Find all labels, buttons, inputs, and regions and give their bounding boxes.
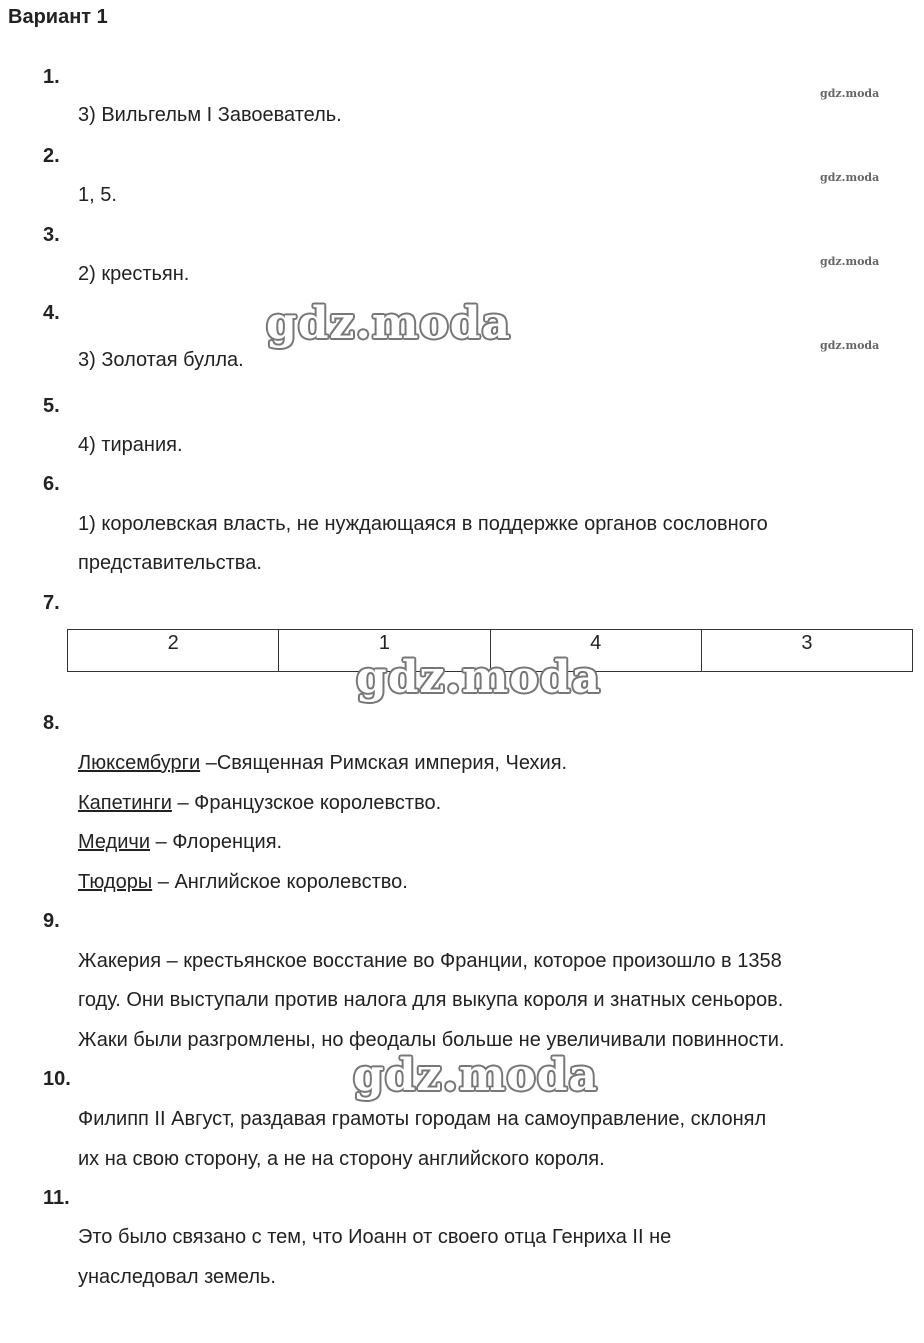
- question-number: 1.: [43, 66, 60, 88]
- question-number: 2.: [43, 145, 60, 167]
- question-number: 3.: [43, 224, 60, 246]
- answer-text: представительства.: [78, 552, 262, 574]
- answer-text: 3) Золотая булла.: [78, 349, 244, 371]
- list-item: [78, 792, 441, 815]
- watermark: gdz.moda: [820, 339, 880, 352]
- dynasty-country: – Французское королевство.: [171, 792, 442, 814]
- list-item: [78, 831, 282, 854]
- watermark: gdz.moda: [820, 255, 880, 268]
- dynasty-name: Капетинги: [78, 792, 172, 814]
- list-item: [78, 752, 567, 775]
- answer-text: унаследовал земель.: [78, 1266, 276, 1288]
- watermark-large: gdz.moda: [356, 652, 602, 703]
- dynasty-name: Люксембурги: [78, 752, 201, 774]
- question-number: 9.: [43, 910, 60, 932]
- answer-text: году. Они выступали против налога для выкупа короля и знатных сеньоров.: [78, 989, 784, 1011]
- watermark-large: gdz.moda: [266, 298, 512, 349]
- question-number: 4.: [43, 302, 60, 324]
- question-number: 5.: [43, 395, 60, 417]
- answer-text: Жаки были разгромлены, но феодалы больше не увеличивали повинности.: [78, 1029, 785, 1051]
- answer-text: Это было связано с тем, что Иоанн от своего отца Генриха II не: [78, 1226, 672, 1248]
- list-item: [78, 871, 408, 894]
- answer-text: их на свою сторону, а не на сторону английского короля.: [78, 1148, 605, 1170]
- page-title: Вариант 1: [8, 6, 108, 28]
- answer-text: 4) тирания.: [78, 434, 183, 456]
- watermark: gdz.moda: [820, 171, 880, 184]
- answer-text: Филипп II Август, раздавая грамоты городам на самоуправление, склонял: [78, 1108, 767, 1130]
- question-number: 7.: [43, 592, 60, 614]
- dynasty-name: Медичи: [78, 831, 151, 853]
- table-cell: 3: [701, 630, 912, 672]
- dynasty-country: – Английское королевство.: [152, 871, 408, 893]
- table-cell: 4: [490, 630, 701, 672]
- watermark: gdz.moda: [820, 87, 880, 100]
- question-number: 10.: [43, 1068, 71, 1090]
- dynasty-name: Тюдоры: [78, 871, 153, 893]
- dynasty-country: – Флоренция.: [150, 831, 283, 853]
- question-number: 6.: [43, 473, 60, 495]
- question-number: 8.: [43, 712, 60, 734]
- table-cell: 1: [279, 630, 490, 672]
- answer-text: 1, 5.: [78, 184, 117, 206]
- table-cell: 2: [68, 630, 279, 672]
- answer-text: 2) крестьян.: [78, 263, 190, 285]
- dynasty-country: –Священная Римская империя, Чехия.: [200, 752, 568, 774]
- watermark-large: gdz.moda: [353, 1050, 599, 1101]
- answer-text: 3) Вильгельм I Завоеватель.: [78, 104, 342, 126]
- answer-text: Жакерия – крестьянское восстание во Франции, которое произошло в 1358: [78, 950, 782, 972]
- question-number: 11.: [43, 1187, 70, 1209]
- answer-text: 1) королевская власть, не нуждающаяся в поддержке органов сословного: [78, 513, 768, 535]
